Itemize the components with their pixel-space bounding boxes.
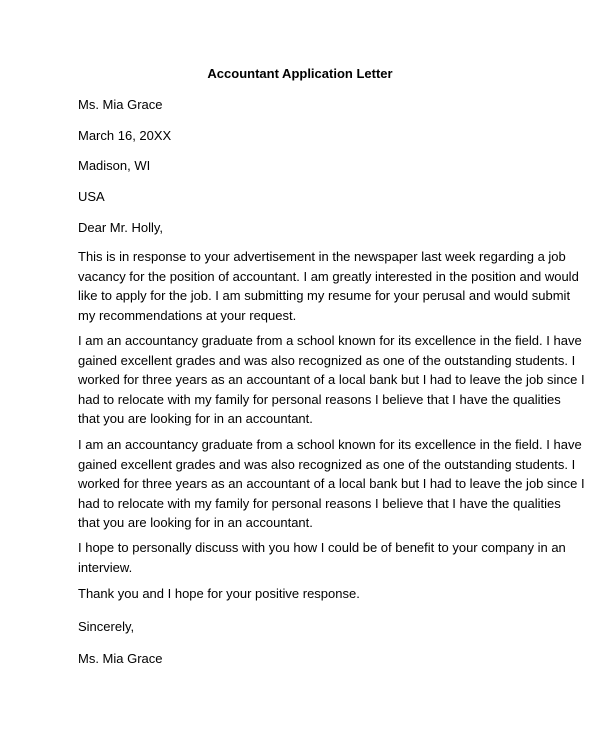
paragraph-response xyxy=(78,247,579,325)
paragraph-line: vacancy for the position of accountant. I am greatly interested in the position and would xyxy=(78,268,579,284)
closing: Sincerely, xyxy=(78,619,135,634)
paragraph-qualifications xyxy=(78,331,585,429)
paragraph-line: gained excellent grades and was also recognized as one of the outstanding students. I xyxy=(78,456,576,472)
paragraph-line: that you are looking for in an accountant. xyxy=(78,411,313,426)
letter-date: March 16, 20XX xyxy=(78,128,172,143)
paragraph-line: had to relocate with my family for personal reasons I believe that I have the qualities xyxy=(78,391,561,407)
paragraph-qualifications-repeat xyxy=(78,435,585,533)
sender-name: Ms. Mia Grace xyxy=(78,97,163,112)
paragraph-line: I am an accountancy graduate from a school known for its excellence in the field. I have xyxy=(78,333,582,348)
paragraph-line: gained excellent grades and was also recognized as one of the outstanding students. I xyxy=(78,352,576,368)
paragraph-line: worked for three years as an accountant of a local bank but I had to leave the job since I xyxy=(78,476,585,491)
paragraph-thanks: Thank you and I hope for your positive response. xyxy=(78,586,360,601)
paragraph-line: my recommendations at your request. xyxy=(78,307,297,323)
letter-title: Accountant Application Letter xyxy=(207,66,393,81)
signature-name: Ms. Mia Grace xyxy=(78,651,163,666)
sender-country: USA xyxy=(78,189,105,204)
paragraph-line: that you are looking for in an accountant. xyxy=(78,515,313,530)
paragraph-interview xyxy=(78,538,566,577)
paragraph-line: I am an accountancy graduate from a school known for its excellence in the field. I have xyxy=(78,437,582,452)
paragraph-line: had to relocate with my family for personal reasons I believe that I have the qualities xyxy=(78,495,561,511)
paragraph-line: I hope to personally discuss with you how I could be of benefit to your company in an xyxy=(78,540,566,555)
salutation: Dear Mr. Holly, xyxy=(78,220,163,235)
paragraph-line: worked for three years as an accountant of a local bank but I had to leave the job since I xyxy=(78,372,585,387)
paragraph-line: This is in response to your advertisement in the newspaper last week regarding a job xyxy=(78,249,566,264)
paragraph-line: like to apply for the job. I am submitting my resume for your perusal and would submit xyxy=(78,288,571,303)
sender-city: Madison, WI xyxy=(78,158,151,173)
paragraph-line: interview. xyxy=(78,559,133,575)
